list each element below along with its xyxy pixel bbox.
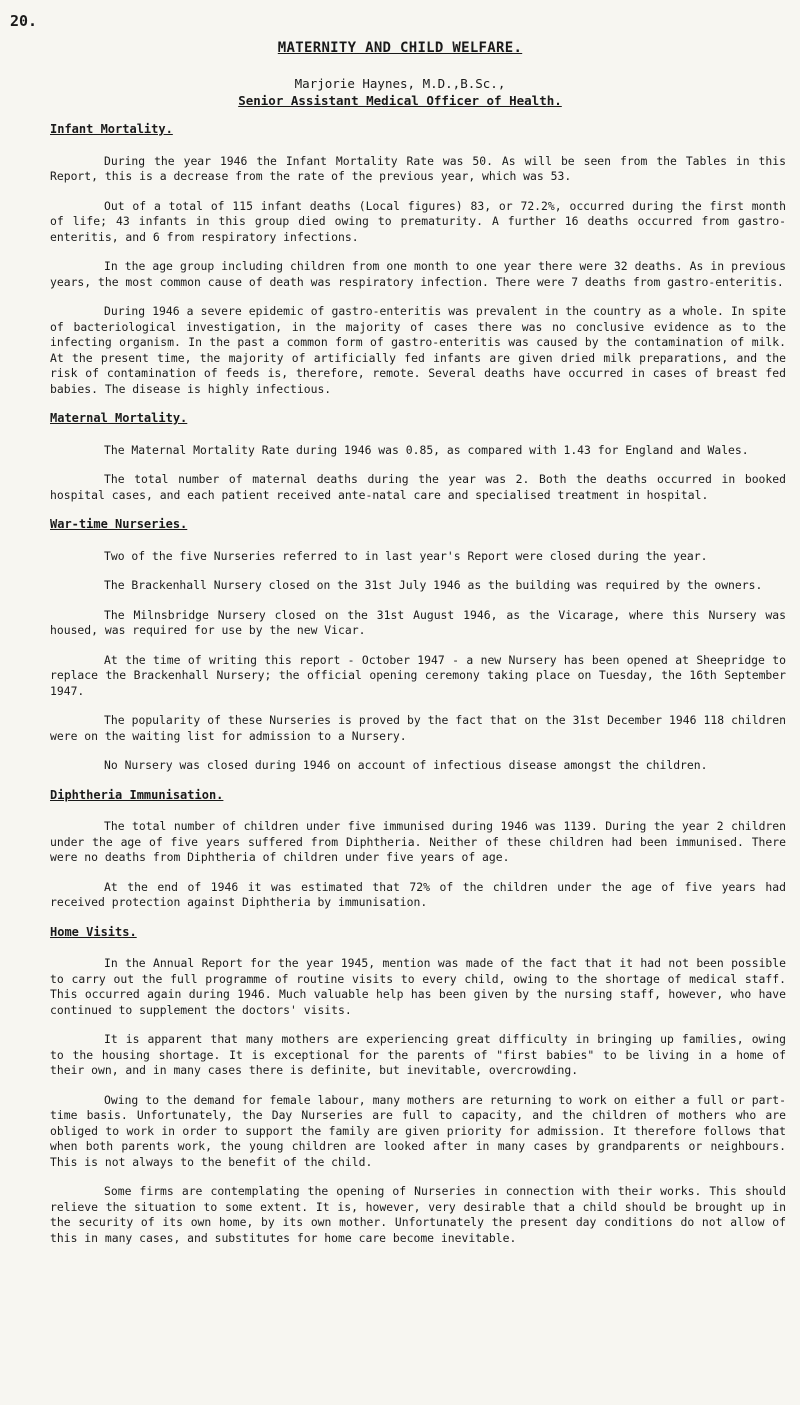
paragraph: At the end of 1946 it was estimated that 72% of the children under the age of five years had received protection against Diphtheria by immunisation. [50,879,786,909]
section-heading: Home Visits. [50,924,137,939]
section-diphtheria-immunisation [50,788,786,911]
paragraph: The popularity of these Nurseries is proved by the fact that on the 31st December 1946 118 children were on the waiting list for admission to a Nursery. [50,713,786,743]
paragraph: Out of a total of 115 infant deaths (Local figures) 83, or 72.2%, occurred during the first month of life; 43 infants in this group died owing to prematurity. A further 16 deaths occurred from gastro-enteritis, and 6 from respiratory infections. [50,198,786,244]
paragraph: Owing to the demand for female labour, many mothers are returning to work on either a full or part-time basis. Unfortunately, the Day Nurseries are full to capacity, and the children of mothers who are obliged to work in order to support the family are given priority for admission. It therefore follows that when both parents work, the young children are looked after in many cases by grandparents or neighbours. This is not always to the benefit of the child. [50,1092,786,1169]
paragraph: During the year 1946 the Infant Mortality Rate was 50. As will be seen from the Tables in this Report, this is a decrease from the rate of the previous year, which was 53. [50,153,786,183]
section-heading: War-time Nurseries. [50,517,188,531]
section-maternal-mortality [50,411,786,503]
paragraph: Some firms are contemplating the opening of Nurseries in connection with their works. This should relieve the situation to some extent. It is, however, very desirable that a child should be brought up in the security of its own home, by its own mother. Unfortunately the present day conditions do not allow of this in many cases, and substitutes for home care become inevitable. [50,1184,786,1245]
paragraph: The Brackenhall Nursery closed on the 31st July 1946 as the building was required by the owners. [104,578,763,592]
author-role: Senior Assistant Medical Officer of Health. [238,93,562,108]
document-title: MATERNITY AND CHILD WELFARE. [277,40,523,56]
paragraph: During 1946 a severe epidemic of gastro-enteritis was prevalent in the country as a whole. In spite of bacteriological investigation, in the majority of cases there was no conclusive evidence as to the infecting organism. In the past a common form of gastro-enteritis was caused by the contamination of milk. At the present time, the majority of artificially fed infants are given dried milk preparations, and the risk of contamination of feeds is, therefore, remote. Several deaths have occurred in cases of breast fed babies. The disease is highly infectious. [50,304,786,396]
section-heading: Maternal Mortality. [50,411,188,425]
section-home-visits [50,925,786,1247]
paragraph: No Nursery was closed during 1946 on account of infectious disease amongst the children. [104,758,708,772]
paragraph: Two of the five Nurseries referred to in last year's Report were closed during the year. [104,548,708,563]
paragraph: It is apparent that many mothers are experiencing great difficulty in bringing up families, owing to the housing shortage. It is exceptional for the parents of "first babies" to be living in a home of their own, and in many cases there is definite, but inevitable, overcrowding. [50,1032,786,1077]
paragraph: In the Annual Report for the year 1945, mention was made of the fact that it had not been possible to carry out the full programme of routine visits to every child, owing to the shortage of medical staff. This occurred again during 1946. Much valuable help has been given by the nursing staff, however, who have continued to supplement the doctors' visits. [50,956,786,1017]
page-number: 20. [10,12,38,30]
paragraph: In the age group including children from one month to one year there were 32 deaths. As in previous years, the most common cause of death was respiratory infection. There were 7 deaths from gastro-enteritis. [50,259,786,289]
paragraph: The total number of children under five immunised during 1946 was 1139. During the year 2 children under the age of five years suffered from Diphtheria. Neither of these children had been immunised. There were no deaths from Diphtheria of children under five years of age. [50,819,786,864]
paragraph: The Maternal Mortality Rate during 1946 was 0.85, as compared with 1.43 for England and Wales. [104,442,749,457]
paragraph: At the time of writing this report - October 1947 - a new Nursery has been opened at Sheepridge to replace the Brackenhall Nursery; the official opening ceremony taking place on Tuesday, the 16th September 1947. [50,652,786,698]
section-heading: Infant Mortality. [50,122,173,136]
document-body [50,122,786,1260]
paragraph: The total number of maternal deaths during the year was 2. Both the deaths occurred in booked hospital cases, and each patient received ante-natal care and specialised treatment in hospital. [50,472,786,502]
section-infant-mortality [50,122,786,397]
section-heading: Diphtheria Immunisation. [50,787,224,802]
author-name: Marjorie Haynes, M.D.,B.Sc., [294,76,506,91]
section-war-time-nurseries [50,517,786,774]
paragraph: The Milnsbridge Nursery closed on the 31st August 1946, as the Vicarage, where this Nursery was housed, was required for use by the new Vicar. [50,607,786,637]
